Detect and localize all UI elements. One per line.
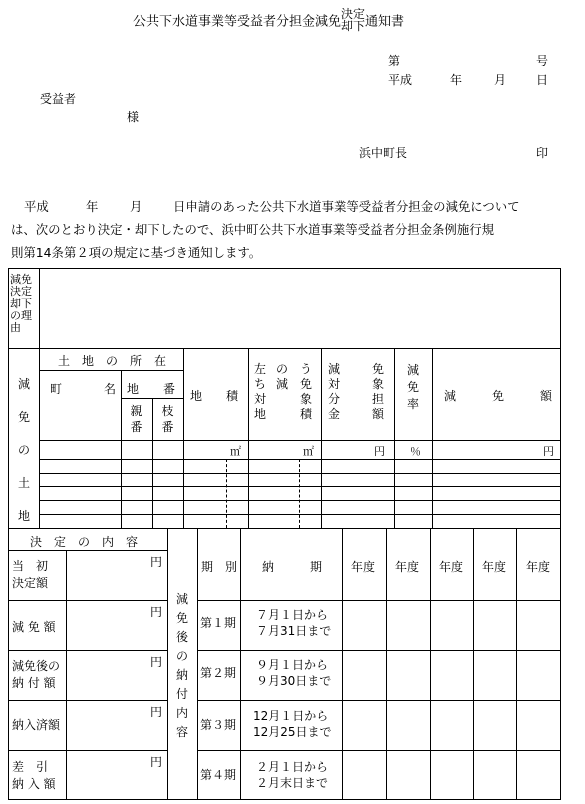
row-initial-label: 当 初 決定額 bbox=[12, 559, 49, 590]
header-exempt-area: 左 ち 対 地 の 減 う 免 象 積 bbox=[254, 362, 313, 421]
seal-mark: 印 bbox=[536, 146, 549, 160]
period-2-name: 第２期 bbox=[200, 666, 237, 680]
header-rate: 減 免 率 bbox=[406, 363, 419, 411]
header-exempt-amount: 減 免 額 bbox=[444, 389, 553, 403]
year-header-4: 年度 bbox=[482, 560, 507, 574]
period-1-term: ７月１日から ７月31日まで bbox=[256, 608, 332, 638]
header-parent-lot: 親 番 bbox=[130, 404, 143, 434]
row-initial-unit: 円 bbox=[150, 555, 163, 569]
document-title bbox=[133, 8, 404, 32]
date-day: 日 bbox=[536, 73, 549, 87]
year-header-2: 年度 bbox=[395, 560, 420, 574]
title-suffix: 通知書 bbox=[365, 14, 405, 30]
title-upper: 決定 bbox=[341, 7, 366, 21]
header-town-name: 名 bbox=[104, 382, 117, 396]
body-year: 年 bbox=[86, 199, 99, 214]
header-lot: 地 番 bbox=[127, 382, 176, 396]
year-header-5: 年度 bbox=[526, 560, 551, 574]
row-paid-label: 納入済額 bbox=[12, 718, 61, 732]
decision-header: 決 定 の 内 容 bbox=[30, 535, 139, 549]
row-paid-unit: 円 bbox=[150, 705, 163, 719]
header-area: 地 積 bbox=[190, 389, 239, 403]
body-era: 平成 bbox=[24, 199, 49, 214]
row-balance-label: 差 引 納 入 額 bbox=[12, 760, 56, 791]
body-line1: 日申請のあった公共下水道事業等受益者分担金の減免について bbox=[173, 199, 520, 214]
body-month: 月 bbox=[130, 199, 143, 214]
period-3-name: 第３期 bbox=[200, 718, 237, 732]
doc-number-suffix: 号 bbox=[536, 54, 549, 68]
unit-target-yen: 円 bbox=[374, 445, 385, 458]
period-header: 期 別 bbox=[201, 560, 238, 574]
mayor-label: 浜中町長 bbox=[359, 146, 408, 160]
term-header: 納 期 bbox=[262, 560, 323, 574]
doc-number-prefix: 第 bbox=[388, 54, 401, 68]
unit-amount-yen: 円 bbox=[543, 445, 554, 458]
period-1-name: 第１期 bbox=[200, 616, 237, 630]
header-town: 町 bbox=[50, 382, 63, 396]
date-year: 年 bbox=[450, 73, 463, 87]
row-balance-unit: 円 bbox=[150, 755, 163, 769]
body-line2: は、次のとおり決定・却下したので、浜中町公共下水道事業等受益者分担金条例施行規 bbox=[11, 222, 494, 237]
unit-area: ㎡ bbox=[230, 445, 241, 458]
date-era: 平成 bbox=[388, 73, 413, 87]
year-header-1: 年度 bbox=[351, 560, 376, 574]
row-exempt-unit: 円 bbox=[150, 605, 163, 619]
period-3-term: 12月１日から 12月25日まで bbox=[253, 709, 332, 739]
period-4-term: ２月１日から ２月末日まで bbox=[256, 760, 329, 790]
recipient-label: 受益者 bbox=[40, 92, 77, 106]
land-side-label: 減 免 の 土 地 bbox=[18, 377, 31, 523]
recipient-honorific: 様 bbox=[127, 110, 140, 124]
body-line3: 則第14条第２項の規定に基づき通知します。 bbox=[11, 245, 262, 260]
row-after-label: 減免後の 納 付 額 bbox=[12, 659, 61, 690]
after-exempt-label: 減 免 後 の 納 付 内 容 bbox=[175, 592, 188, 739]
year-header-3: 年度 bbox=[439, 560, 464, 574]
header-location: 土 地 の 所 在 bbox=[58, 354, 167, 368]
body-paragraph bbox=[0, 195, 520, 264]
header-target-amount: 減 対 分 金 免 象 担 額 bbox=[328, 362, 385, 421]
unit-exempt-area: ㎡ bbox=[303, 445, 314, 458]
period-4-name: 第４期 bbox=[200, 768, 237, 782]
reason-label: 減免 決定 却下 の理 由 bbox=[10, 273, 32, 334]
date-month: 月 bbox=[494, 73, 507, 87]
unit-rate-pct: ％ bbox=[410, 445, 421, 458]
row-exempt-label: 減 免 額 bbox=[12, 620, 56, 634]
row-after-unit: 円 bbox=[150, 655, 163, 669]
title-prefix: 公共下水道事業等受益者分担金減免 bbox=[133, 14, 342, 30]
title-lower: 却下 bbox=[341, 19, 366, 33]
period-2-term: ９月１日から ９月30日まで bbox=[256, 658, 332, 688]
header-branch-lot: 枝 番 bbox=[161, 404, 174, 434]
